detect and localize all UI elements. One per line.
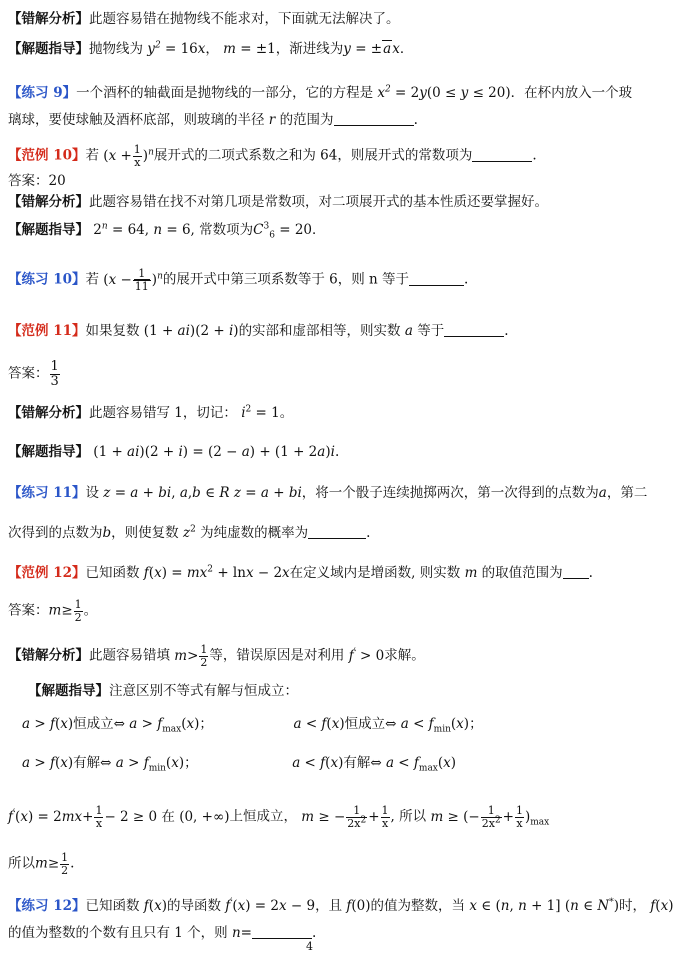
- math-formula: $y^2 = 16x$: [147, 40, 206, 57]
- solution-guide-1: 【解题指导】抛物线为 $y^2 = 16x$， m = ±1，渐进线为y = ±ax．: [8, 40, 414, 57]
- math-formula: (x + $\frac{1}{x}$ )$^n$: [103, 143, 154, 169]
- conclusion-line: 所以m≥ $\frac{1}{2}$ .: [8, 851, 75, 877]
- inequality-row-2: a > f(x)有解⇔ $a > f_{min}(x)$； a < f(x)有解⇔ $a < f_{max}(x)$: [22, 755, 457, 774]
- fraction: $\frac{1}{3}$: [50, 359, 59, 389]
- error-analysis-3: 【错解分析】此题容易错写 1，切记： $i^2 = 1$。: [8, 404, 294, 421]
- exercise-12-cont: 的值为整数的个数有且只有 1 个，则 n= .: [8, 925, 317, 941]
- math-formula: a > f(x): [22, 716, 74, 732]
- exercise-11-cont: 次得到的点数为b，则使复数 $z^2$ 为纯虚数的概率为 .: [8, 524, 371, 541]
- math-formula: (1 + ai)(2 + i): [143, 323, 239, 339]
- math-formula: $i^2 = 1$: [241, 404, 280, 421]
- solution-guide-3: 【解题指导】 (1 + ai)(2 + i) = (2 − a) + (1 + 2a)i.: [8, 444, 340, 460]
- math-formula: (1 + ai)(2 + i) = (2 − a) + (1 + 2a)i: [93, 444, 335, 460]
- tag-solution-guide: 【解题指导】: [8, 41, 89, 57]
- math-formula: f′(x) = 2mx+ $\frac{1}{x}$ − 2 ≥ 0 在 (0, +∞): [8, 804, 230, 830]
- exercise-9: 【练习 9】一个酒杯的轴截面是抛物线的一部分，它的方程是 $x^2 = 2y(0 \le y \le 20)$．在杯内放入一个玻: [8, 84, 633, 101]
- exercise-12: 【练习 12】已知函数 f(x)的导函数 f′(x) = 2x − 9，且 f(0)的值为整数，当 x ∈ (n, n + 1] (n ∈ N*)时， f(x): [8, 897, 673, 914]
- math-formula: f(0): [346, 898, 371, 914]
- exercise-9-cont: 璃球，要使球触及酒杯底部，则玻璃的半径 r 的范围为 .: [8, 112, 418, 128]
- tag-exercise-11: 【练习 11】: [8, 485, 86, 501]
- answer-blank: [409, 272, 464, 286]
- math-formula: $2^n = 64$, n = 6: [93, 221, 191, 238]
- math-formula: m ≥ − $\frac{1}{2x^2}$ + $\frac{1}{x}$: [301, 804, 389, 830]
- answer-blank: [472, 148, 532, 162]
- inequality-row-1: a > f(x)恒成立⇔ $a > f_{max}(x)$； a < f(x)恒成立⇔ $a < f_{min}(x)$；: [22, 716, 483, 735]
- math-formula: y = ±ax: [343, 41, 400, 57]
- page-number: 4: [306, 940, 313, 953]
- math-formula: f′(x) = 2x − 9: [225, 897, 316, 914]
- tag-example-11: 【范例 11】: [8, 323, 86, 339]
- error-analysis-1: 【错解分析】此题容易错在抛物线不能求对，下面就无法解决了。: [8, 11, 400, 27]
- fraction: $\frac{1}{2}$: [61, 851, 69, 877]
- tag-error-analysis: 【错解分析】: [8, 647, 89, 664]
- answer-example-12: 答案：m≥ $\frac{1}{2}$ 。: [8, 598, 98, 624]
- math-formula: z = a + bi, a,b ∈ R z = a + bi: [103, 485, 302, 501]
- tag-example-12: 【范例 12】: [8, 565, 86, 581]
- answer-example-11: 答案： $\frac{1}{3}$: [8, 359, 59, 389]
- error-analysis-2: 【错解分析】此题容易错在找不对第几项是常数项，对二项展开式的基本性质还要掌握好。: [8, 194, 548, 210]
- math-formula: m> $\frac{1}{2}$: [174, 643, 208, 669]
- example-10: 【范例 10】若 (x + $\frac{1}{x}$ )$^n$展开式的二项式系数之和为 64，则展开式的常数项为 .: [8, 143, 537, 169]
- tag-exercise-10: 【练习 10】: [8, 271, 86, 288]
- math-formula: a < f(x): [293, 716, 345, 732]
- tag-exercise-12: 【练习 12】: [8, 898, 86, 914]
- math-formula: r: [268, 112, 276, 128]
- answer-blank: [308, 525, 366, 539]
- math-formula: m = ±1: [223, 41, 276, 57]
- math-formula: x ∈ (n, n + 1]: [469, 898, 561, 914]
- tag-error-analysis: 【错解分析】: [8, 194, 89, 210]
- answer-blank: [444, 323, 504, 337]
- math-formula: $z^2$: [182, 524, 196, 541]
- example-12: 【范例 12】已知函数 $f(x) = mx^2 + \ln x - 2x$在定义域内是增函数, 则实数 m 的取值范围为 .: [8, 564, 593, 581]
- math-formula: f′ > 0: [348, 647, 385, 664]
- math-formula: $C^3_6 = 20$: [253, 221, 313, 241]
- tag-example-10: 【范例 10】: [8, 147, 86, 164]
- math-formula: a < f(x): [292, 755, 344, 771]
- answer-blank: [334, 112, 414, 126]
- tag-solution-guide: 【解题指导】: [28, 683, 109, 699]
- tag-solution-guide: 【解题指导】: [8, 444, 89, 460]
- math-formula: a > f(x): [22, 755, 74, 771]
- fraction: $\frac{1}{2}$: [74, 598, 82, 624]
- tag-solution-guide: 【解题指导】: [8, 222, 89, 238]
- math-formula: (n ∈ N*): [564, 897, 619, 914]
- exercise-10: 【练习 10】若 (x − $\frac{1}{11}$ )$^n$的展开式中第三项系数等于 6，则 n 等于 .: [8, 267, 469, 293]
- answer-blank: [563, 565, 589, 579]
- tag-error-analysis: 【错解分析】: [8, 405, 89, 421]
- math-formula: (x − $\frac{1}{11}$ )$^n$: [103, 267, 163, 293]
- derivation-line: f′(x) = 2mx+ $\frac{1}{x}$ − 2 ≥ 0 在 (0, +∞)上恒成立， m ≥ − $\frac{1}{2x^2}$ + $\frac{1}{x}$ , 所以 m ≥ (− $\frac{1}{2x^2}$ + $\frac{1}{x}$ )$_{max}$: [8, 804, 550, 830]
- solution-guide-4: 【解题指导】注意区别不等式有解与恒成立：: [28, 683, 298, 699]
- math-formula: $f(x) = mx^2 + \ln x - 2x$: [143, 564, 290, 581]
- math-formula: f(x): [143, 898, 167, 914]
- tag-error-analysis: 【错解分析】: [8, 11, 89, 27]
- answer-example-10: 答案：20: [8, 173, 66, 189]
- tag-exercise-9: 【练习 9】: [8, 85, 77, 101]
- answer-blank: [252, 925, 312, 939]
- math-formula: m ≥ (− $\frac{1}{2x^2}$ + $\frac{1}{x}$ )$_{max}$: [430, 804, 550, 830]
- exercise-11: 【练习 11】设 z = a + bi, a,b ∈ R z = a + bi，将一个骰子连续抛掷两次，第一次得到的点数为a，第二: [8, 485, 648, 501]
- error-analysis-4: 【错解分析】此题容易错填 m> $\frac{1}{2}$ 等，错误原因是对利用 f′ > 0求解。: [8, 643, 425, 669]
- solution-guide-2: 【解题指导】 $2^n = 64$, n = 6, 常数项为$C^3_6 = 20$．: [8, 221, 326, 241]
- math-formula: a: [404, 323, 413, 339]
- example-11: 【范例 11】如果复数 (1 + ai)(2 + i)的实部和虚部相等，则实数 a 等于 .: [8, 323, 509, 339]
- math-formula: $x^2 = 2y(0 \le y \le 20)$: [377, 84, 511, 101]
